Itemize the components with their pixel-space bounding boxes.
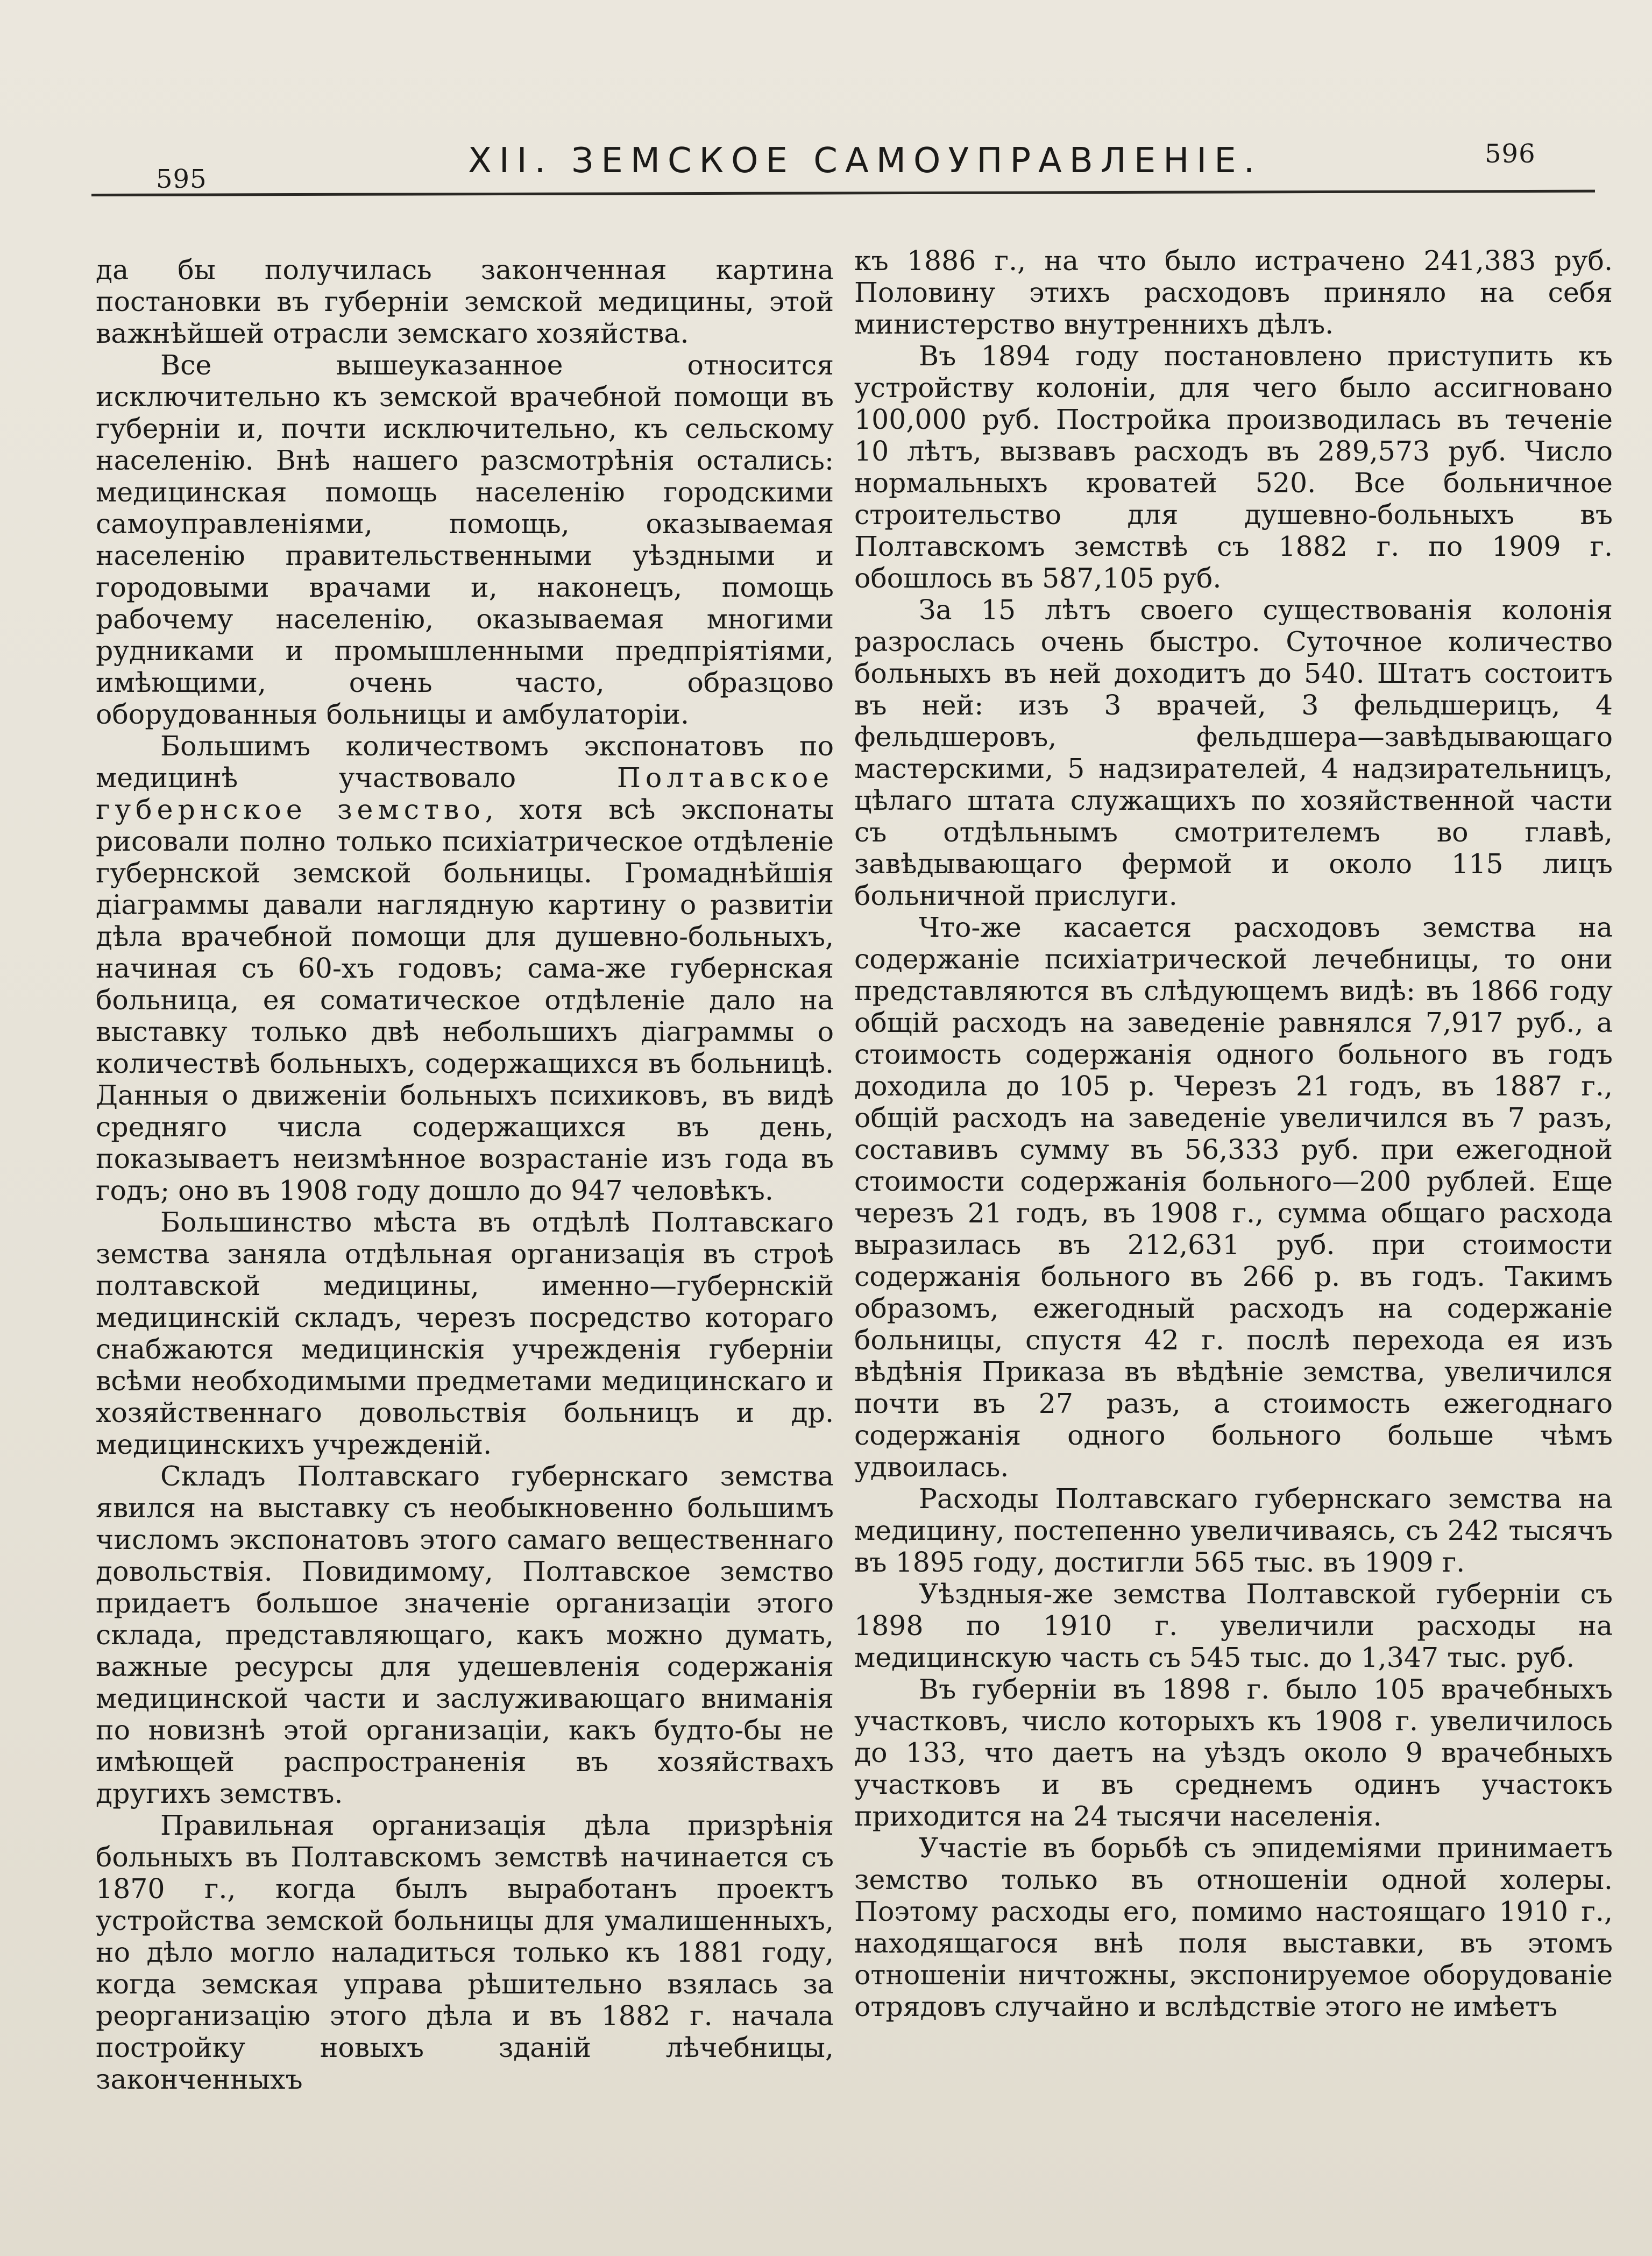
emphasized-name: Полтавское губернское земство: [96, 762, 834, 825]
paragraph: Складъ Полтавскаго губернскаго земства явился на выставку съ необыкновенно большимъ числомъ экспонатовъ этого самаго вещественнаго довольствія. Повидимому, Полтавское земство придаетъ большое значеніе организаціи этого склада, представляющаго, какъ можно думать, важные ресурсы для удешевленія содержанія медицинской части и заслуживающаго вниманія по новизнѣ этой организаціи, какъ будто-бы не имѣющей распространенія въ хозяйствахъ другихъ земствъ.: [96, 1460, 834, 1809]
paragraph: Въ 1894 году постановлено приступить къ устройству колоніи, для чего было ассигновано 100,000 руб. Постройка производилась въ теченіе 10 лѣтъ, вызвавъ расходъ въ 289,573 руб. Число нормальныхъ кроватей 520. Все больничное строительство для душевно-больныхъ въ Полтавскомъ земствѣ съ 1882 г. по 1909 г. обошлось въ 587,105 руб.: [854, 340, 1613, 594]
header-rule: [91, 190, 1595, 196]
page-number-left: 595: [156, 164, 207, 194]
paragraph: Уѣздныя-же земства Полтавской губерніи съ 1898 по 1910 г. увеличили расходы на медицинскую часть съ 545 тыс. до 1,347 тыс. руб.: [854, 1578, 1613, 1673]
paragraph: Что-же касается расходовъ земства на содержаніе психіатрической лечебницы, то они представляются въ слѣдующемъ видѣ: въ 1866 году общій расходъ на заведеніе равнялся 7,917 руб., а стоимость содержанія одного больного въ годъ доходила до 105 р. Черезъ 21 годъ, въ 1887 г., общій расходъ на заведеніе увеличился въ 7 разъ, составивъ сумму въ 56,333 руб. при ежегодной стоимости содержанія больного—200 рублей. Еще черезъ 21 годъ, въ 1908 г., сумма общаго расхода выразилась въ 212,631 руб. при стоимости содержанія больного въ 266 р. въ годъ. Такимъ образомъ, ежегодный расходъ на содержаніе больницы, спустя 42 г. послѣ перехода ея изъ вѣдѣнія Приказа въ вѣдѣніе земства, увеличился почти въ 27 разъ, а стоимость ежегоднаго содержанія одного больного больше чѣмъ удвоилась.: [854, 911, 1613, 1483]
paragraph: Участіе въ борьбѣ съ эпидеміями принимаетъ земство только въ отношеніи одной холеры. Поэтому расходы его, помимо настоящаго 1910 г., находящагося внѣ поля выставки, въ этомъ отношеніи ничтожны, экспонируемое оборудованіе отрядовъ случайно и вслѣдствіе этого не имѣетъ: [854, 1832, 1613, 2022]
paragraph: Въ губерніи въ 1898 г. было 105 врачебныхъ участковъ, число которыхъ къ 1908 г. увеличилось до 133, что даетъ на уѣздъ около 9 врачебныхъ участковъ и въ среднемъ одинъ участокъ приходится на 24 тысячи населенія.: [854, 1673, 1613, 1832]
paragraph: Правильная организація дѣла призрѣнія больныхъ въ Полтавскомъ земствѣ начинается съ 1870 г., когда былъ выработанъ проектъ устройства земской больницы для умалишенныхъ, но дѣло могло наладиться только къ 1881 году, когда земская управа рѣшительно взялась за реорганизацію этого дѣла и въ 1882 г. начала постройку новыхъ зданій лѣчебницы, законченныхъ: [96, 1809, 834, 2095]
running-header-title: XII. ЗЕМСКОЕ САМОУПРАВЛЕНІЕ.: [468, 141, 1263, 181]
right-text-column: [854, 245, 1613, 2022]
left-text-column: [96, 254, 834, 2095]
paragraph: да бы получилась законченная картина постановки въ губерніи земской медицины, этой важнѣйшей отрасли земскаго хозяйства.: [96, 254, 834, 349]
paragraph: Большинство мѣста въ отдѣлѣ Полтавскаго земства заняла отдѣльная организація въ строѣ полтавской медицины, именно—губернскій медицинскій складъ, черезъ посредство котораго снабжаются медицинскія учрежденія губерніи всѣми необходимыми предметами медицинскаго и хозяйственнаго довольствія больницъ и др. медицинскихъ учрежденій.: [96, 1206, 834, 1460]
paragraph: За 15 лѣтъ своего существованія колонія разрослась очень быстро. Суточное количество больныхъ въ ней доходитъ до 540. Штатъ состоитъ въ ней: изъ 3 врачей, 3 фельдшерицъ, 4 фельдшеровъ, фельдшера—завѣдывающаго мастерскими, 5 надзирателей, 4 надзирательницъ, цѣлаго штата служащихъ по хозяйственной части съ отдѣльнымъ смотрителемъ во главѣ, завѣдывающаго фермой и около 115 лицъ больничной прислуги.: [854, 594, 1613, 911]
paragraph-text: Большимъ количествомъ экспонатовъ по медицинѣ участвовало: [96, 730, 834, 794]
paragraph: [96, 730, 834, 1206]
paragraph: Все вышеуказанное относится исключительно къ земской врачебной помощи въ губерніи и, почти исключительно, къ сельскому населенію. Внѣ нашего разсмотрѣнія остались: медицинская помощь населенію городскими самоуправленіями, помощь, оказываемая населенію правительственными уѣздными и городовыми врачами и, наконецъ, помощь рабочему населенію, оказываемая многими рудниками и промышленными предпріятіями, имѣющими, очень часто, образцово оборудованныя больницы и амбулаторіи.: [96, 349, 834, 730]
page-number-right: 596: [1485, 139, 1536, 169]
paragraph-text: , хотя всѣ экспонаты рисовали полно только психіатрическое отдѣленіе губернской земской больницы. Громаднѣйшія діаграммы давали наглядную картину о развитіи дѣла врачебной помощи для душевно-больныхъ, начиная съ 60-хъ годовъ; сама-же губернская больница, ея соматическое отдѣленіе дало на выставку только двѣ небольшихъ діаграммы о количествѣ больныхъ, содержащихся въ больницѣ. Данныя о движеніи больныхъ психиковъ, въ видѣ средняго числа содержащихся въ день, показываетъ неизмѣнное возрастаніе изъ года въ годъ; оно въ 1908 году дошло до 947 человѣкъ.: [96, 794, 834, 1206]
paragraph: къ 1886 г., на что было истрачено 241,383 руб. Половину этихъ расходовъ приняло на себя министерство внутреннихъ дѣлъ.: [854, 245, 1613, 340]
paragraph: Расходы Полтавскаго губернскаго земства на медицину, постепенно увеличиваясь, съ 242 тысячъ въ 1895 году, достигли 565 тыс. въ 1909 г.: [854, 1483, 1613, 1578]
